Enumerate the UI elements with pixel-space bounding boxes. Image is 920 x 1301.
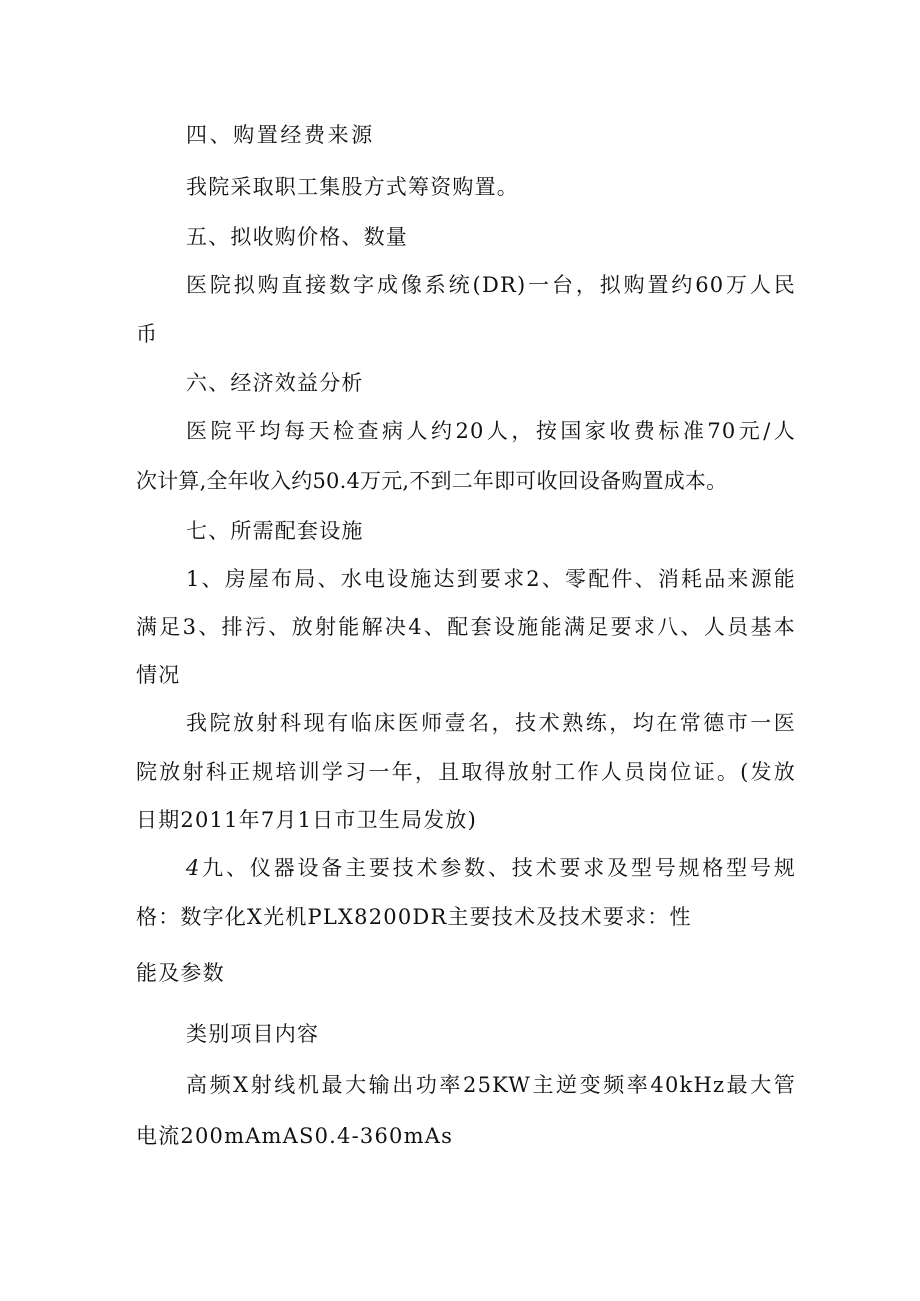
section-6-body-line2: 次计算,全年收入约50.4万元,不到二年即可收回设备购置成本。: [136, 469, 728, 493]
section-9-line1-text: 九、仪器设备主要技术参数、技术要求及型号规格型号规: [200, 856, 796, 880]
section-7-heading: 七、所需配套设施: [186, 519, 364, 543]
section-5-body-line1: 医院拟购直接数字成像系统(DR)一台，拟购置约60万人民: [186, 273, 796, 297]
section-6-body-line1: 医院平均每天检查病人约20人，按国家收费标准70元/人: [186, 419, 796, 443]
section-5-body-line2: 币: [136, 322, 159, 346]
section-8-body-line3: 日期2011年7月1日市卫生局发放): [136, 808, 477, 832]
section-4-heading: 四、购置经费来源: [186, 123, 375, 147]
section-9-line1: [186, 853, 796, 883]
table-row-line1: 高频X射线机最大输出功率25KW主逆变频率40kHz最大管: [186, 1073, 796, 1097]
section-7-body-line2: 满足3、排污、放射能解决4、配套设施能满足要求八、人员基本: [136, 615, 796, 639]
section-9-prefix: 4: [186, 856, 201, 880]
table-header: 类别项目内容: [186, 1022, 320, 1046]
section-8-body-line1: 我院放射科现有临床医师壹名，技术熟练，均在常德市一医: [186, 711, 796, 735]
section-5-heading: 五、拟收购价格、数量: [186, 225, 408, 249]
section-9-line2: 格：数字化X光机PLX8200DR主要技术及技术要求：性: [136, 905, 692, 929]
section-6-heading: 六、经济效益分析: [186, 371, 364, 395]
table-row-line2: 电流200mAmAS0.4-360mAs: [136, 1124, 454, 1148]
section-4-body: 我院采取职工集股方式筹资购置。: [186, 175, 519, 199]
section-8-body-line2: 院放射科正规培训学习一年，且取得放射工作人员岗位证。(发放: [136, 760, 796, 784]
section-7-body-line1: 1、房屋布局、水电设施达到要求2、零配件、消耗品来源能: [186, 567, 796, 591]
section-9-line3: 能及参数: [136, 961, 225, 985]
section-7-body-line3: 情况: [136, 663, 181, 687]
